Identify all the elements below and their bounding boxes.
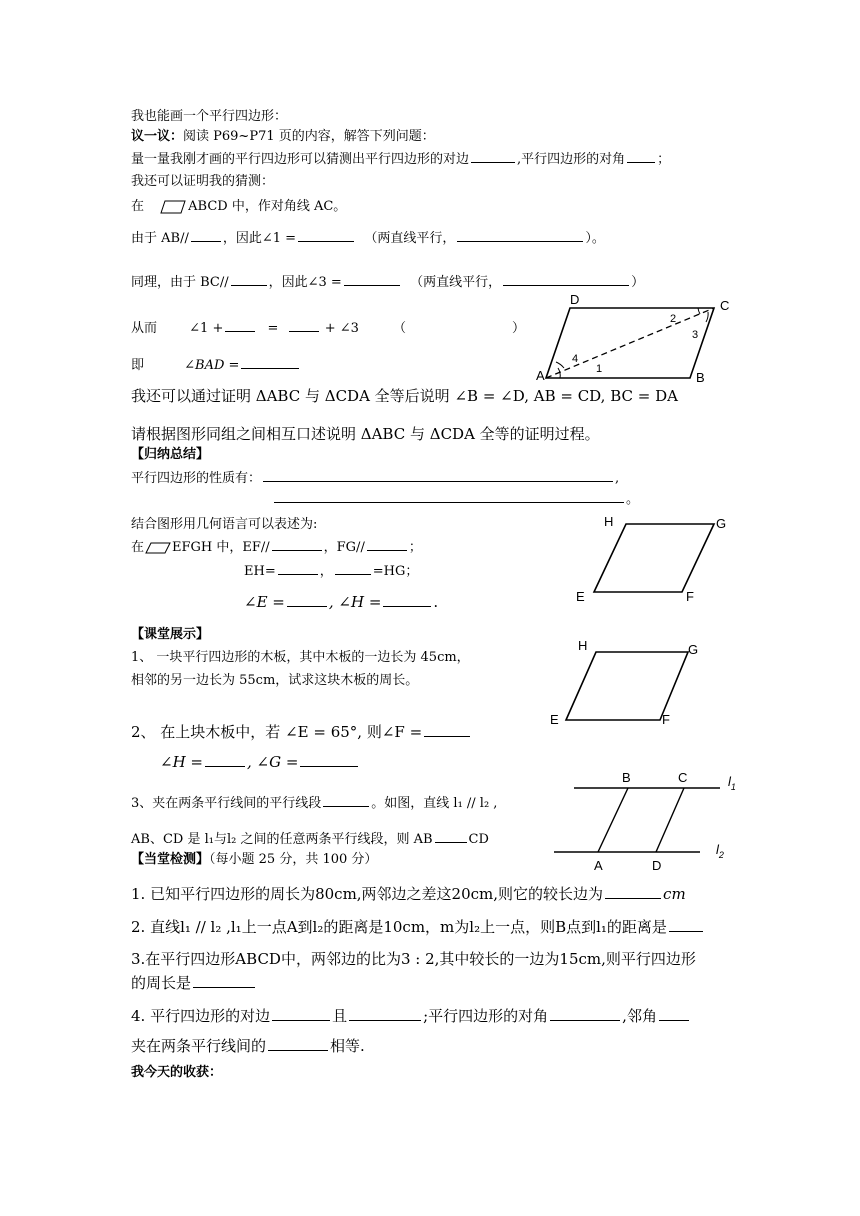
blank[interactable] [278, 562, 318, 575]
q4-text-a: 4. 平行四边形的对边 [131, 1007, 271, 1025]
blank[interactable] [335, 562, 371, 575]
angle3-text-d: ） [631, 275, 645, 290]
q1-unit: cm [663, 885, 686, 903]
problem2-line2 [160, 752, 360, 772]
problem3-line2 [131, 830, 489, 849]
question-2 [131, 917, 705, 937]
hg-text: =HG； [372, 564, 419, 579]
in-text: 在 [131, 540, 145, 555]
problem2-line1 [131, 722, 472, 742]
class-show-heading: 【课堂展示】 [131, 627, 210, 642]
period: . [433, 593, 439, 611]
thus-line [131, 319, 525, 338]
paren-close: ） [512, 321, 526, 336]
point-a-label: A [594, 858, 603, 873]
properties-text: 平行四边形的性质有： [131, 471, 262, 486]
vertex-g-label: G [716, 516, 727, 531]
angles-efgh-line [244, 592, 438, 612]
blank[interactable] [287, 594, 327, 607]
angle1-text-d: ）。 [585, 231, 605, 246]
angle-sum-b: + ∠3 [324, 321, 359, 336]
comma: , [615, 471, 620, 486]
test-score-note: （每小题 25 分，共 100 分） [209, 852, 378, 867]
vertex-a-label: A [536, 368, 545, 383]
comma: ， [319, 564, 333, 579]
question-4-line2 [131, 1036, 365, 1056]
angle-1-label: 1 [596, 363, 603, 375]
angle1-text-b: ，因此∠1 = [222, 231, 297, 246]
angle-3-label: 3 [692, 329, 699, 341]
namely-text: 即 [131, 358, 145, 373]
angle3-text-a: 同理，由于 BC// [131, 275, 229, 290]
blank[interactable] [300, 754, 358, 767]
q3-text-b: 的周长是 [131, 974, 192, 992]
q2-text: 2. 直线l₁ // l₂ ,l₁上一点A到l₂的距离是10cm，m为l₂上一点，则B点到l₁的距离是 [131, 918, 667, 936]
blank[interactable] [659, 1008, 689, 1021]
eh-text: EH= [244, 564, 276, 579]
test-heading-line [131, 851, 377, 869]
figure-efgh-1 [570, 512, 730, 606]
q4-text-e: 夹在两条平行线间的 [131, 1037, 267, 1055]
efgh-line [131, 538, 422, 557]
blank[interactable] [231, 273, 267, 286]
discussion-line [131, 128, 435, 146]
q4-text-f: 相等. [330, 1037, 365, 1055]
blank[interactable] [383, 594, 431, 607]
diagonal-text: ABCD 中，作对角线 AC。 [188, 199, 347, 214]
line-l2-label: $l_2$ [716, 842, 724, 860]
congruence-line: 我还可以通过证明 ΔABC 与 ΔCDA 全等后说明 ∠B = ∠D, AB = CD, BC = DA [131, 387, 678, 405]
blank[interactable] [225, 319, 255, 332]
blank[interactable] [605, 886, 661, 899]
blank[interactable] [435, 830, 467, 843]
problem1-line1: 1、 一块平行四边形的木板，其中木板的一边长为 45cm， [131, 650, 470, 665]
blank[interactable] [193, 975, 255, 988]
in-text: 在 [131, 199, 145, 214]
angle-sum-a: ∠1 + [189, 321, 224, 336]
conjecture-text-a: 量一量我刚才画的平行四边形可以猜测出平行四边形的对边 [131, 152, 470, 167]
problem3-line1 [131, 794, 497, 813]
vertex-e-label: E [576, 589, 585, 604]
test-heading: 【当堂检测】 [131, 852, 210, 867]
blank[interactable] [550, 1008, 620, 1021]
figure-abcd [530, 292, 740, 384]
vertex-g-label: G [688, 642, 699, 657]
problem1-line2: 相邻的另一边长为 55cm，试求这块木板的周长。 [131, 673, 419, 688]
parallelogram-symbol-icon [160, 200, 186, 214]
summary-heading: 【归纳总结】 [131, 447, 210, 462]
blank[interactable] [424, 724, 470, 737]
blank[interactable] [272, 1008, 330, 1021]
blank[interactable] [471, 150, 515, 163]
diagonal-line [131, 198, 346, 216]
angle-h: ∠H = [160, 753, 203, 771]
blank[interactable] [367, 538, 407, 551]
vertex-h-label: H [578, 638, 588, 653]
blank[interactable] [241, 356, 299, 369]
point-c-label: C [678, 770, 688, 785]
angle-e: ∠E = [244, 593, 285, 611]
angle3-line [131, 273, 644, 292]
proof-intro: 我还可以证明我的猜测： [131, 174, 275, 189]
vertex-f-label: F [662, 712, 670, 727]
discussion-text: 阅读 P69~P71 页的内容，解答下列问题： [183, 129, 435, 144]
angle-g: , ∠G = [247, 753, 299, 771]
blank[interactable] [274, 490, 624, 503]
blank[interactable] [669, 919, 703, 932]
vertex-f-label: F [686, 589, 694, 604]
paren-open: （ [393, 321, 407, 336]
vertex-d-label: D [570, 292, 580, 307]
blank[interactable] [349, 1008, 421, 1021]
problem3-text-c: AB、CD 是 l₁与l₂ 之间的任意两条平行线段，则 AB [131, 832, 433, 847]
group-discuss-line: 请根据图形同组之间相互口述说明 ΔABC 与 ΔCDA 全等的证明过程。 [131, 425, 600, 443]
blank[interactable] [191, 229, 221, 242]
blank[interactable] [289, 319, 319, 332]
angle-4-label: 4 [572, 353, 579, 365]
properties-line-2 [272, 490, 639, 509]
blank[interactable] [627, 150, 655, 163]
vertex-c-label: C [720, 298, 730, 313]
figure-parallel-lines [552, 768, 742, 878]
period: 。 [626, 492, 640, 507]
efgh-text-b: ，FG// [323, 540, 365, 555]
line-draw-parallelogram: 我也能画一个平行四边形： [131, 109, 288, 124]
conjecture-text-b: ,平行四边形的对角 [517, 152, 626, 167]
angle1-line [131, 229, 605, 248]
q4-text-d: ,邻角 [622, 1007, 657, 1025]
angle3-text-b: ，因此∠3 = [268, 275, 342, 290]
discussion-label: 议一议： [131, 129, 184, 144]
vertex-e-label: E [550, 712, 559, 727]
blank[interactable] [323, 794, 369, 807]
blank[interactable] [344, 273, 400, 286]
vertex-h-label: H [604, 514, 614, 529]
blank[interactable] [263, 469, 613, 482]
conjecture-line [131, 150, 670, 169]
harvest-line: 我今天的收获： [131, 1065, 223, 1080]
q1-text: 1. 已知平行四边形的周长为80cm,两邻边之差这20cm,则它的较长边为 [131, 885, 604, 903]
angle-bad: ∠BAD = [184, 358, 240, 373]
angle-2-label: 2 [670, 313, 677, 325]
conjecture-text-c: ； [657, 152, 671, 167]
blank[interactable] [272, 538, 322, 551]
q4-text-c: ;平行四边形的对角 [423, 1007, 549, 1025]
problem3-text-b: 。如图，直线 l₁ // l₂ , [371, 796, 498, 811]
thus-text: 从而 [131, 321, 158, 336]
bad-line [131, 356, 301, 375]
efgh-text-c: ； [408, 540, 422, 555]
geometry-lang-line: 结合图形用几何语言可以表述为: [131, 517, 318, 532]
figure-efgh-2 [544, 636, 714, 730]
line-l1-label: $l_1$ [728, 774, 736, 792]
question-4-line1 [131, 1006, 691, 1026]
angle3-text-c: （两直线平行， [410, 275, 502, 290]
question-3-line2 [131, 973, 257, 993]
angle1-text-c: （两直线平行， [364, 231, 456, 246]
efgh-text-a: EFGH 中，EF// [172, 540, 270, 555]
blank[interactable] [205, 754, 245, 767]
point-b-label: B [622, 770, 631, 785]
vertex-b-label: B [696, 370, 705, 385]
eh-line [244, 562, 418, 581]
point-d-label: D [652, 858, 662, 873]
blank[interactable] [503, 273, 629, 286]
problem3-text-a: 3、夹在两条平行线间的平行线段 [131, 796, 322, 811]
parallelogram-symbol-icon [145, 542, 171, 554]
blank[interactable] [457, 229, 583, 242]
blank[interactable] [298, 229, 354, 242]
problem3-text-d: CD [468, 832, 489, 847]
angle-h: , ∠H = [328, 593, 382, 611]
question-3-line1: 3.在平行四边形ABCD中，两邻边的比为3 : 2,其中较长的一边为15cm,则平行四边形 [131, 950, 696, 968]
equals-sign: = [267, 321, 279, 336]
angle1-text-a: 由于 AB// [131, 231, 189, 246]
q4-text-b: 且 [332, 1007, 348, 1025]
properties-line [131, 469, 619, 488]
question-1 [131, 884, 686, 904]
problem2-text: 2、 在上块木板中，若 ∠E = 65°, 则∠F = [131, 723, 423, 741]
blank[interactable] [268, 1038, 328, 1051]
